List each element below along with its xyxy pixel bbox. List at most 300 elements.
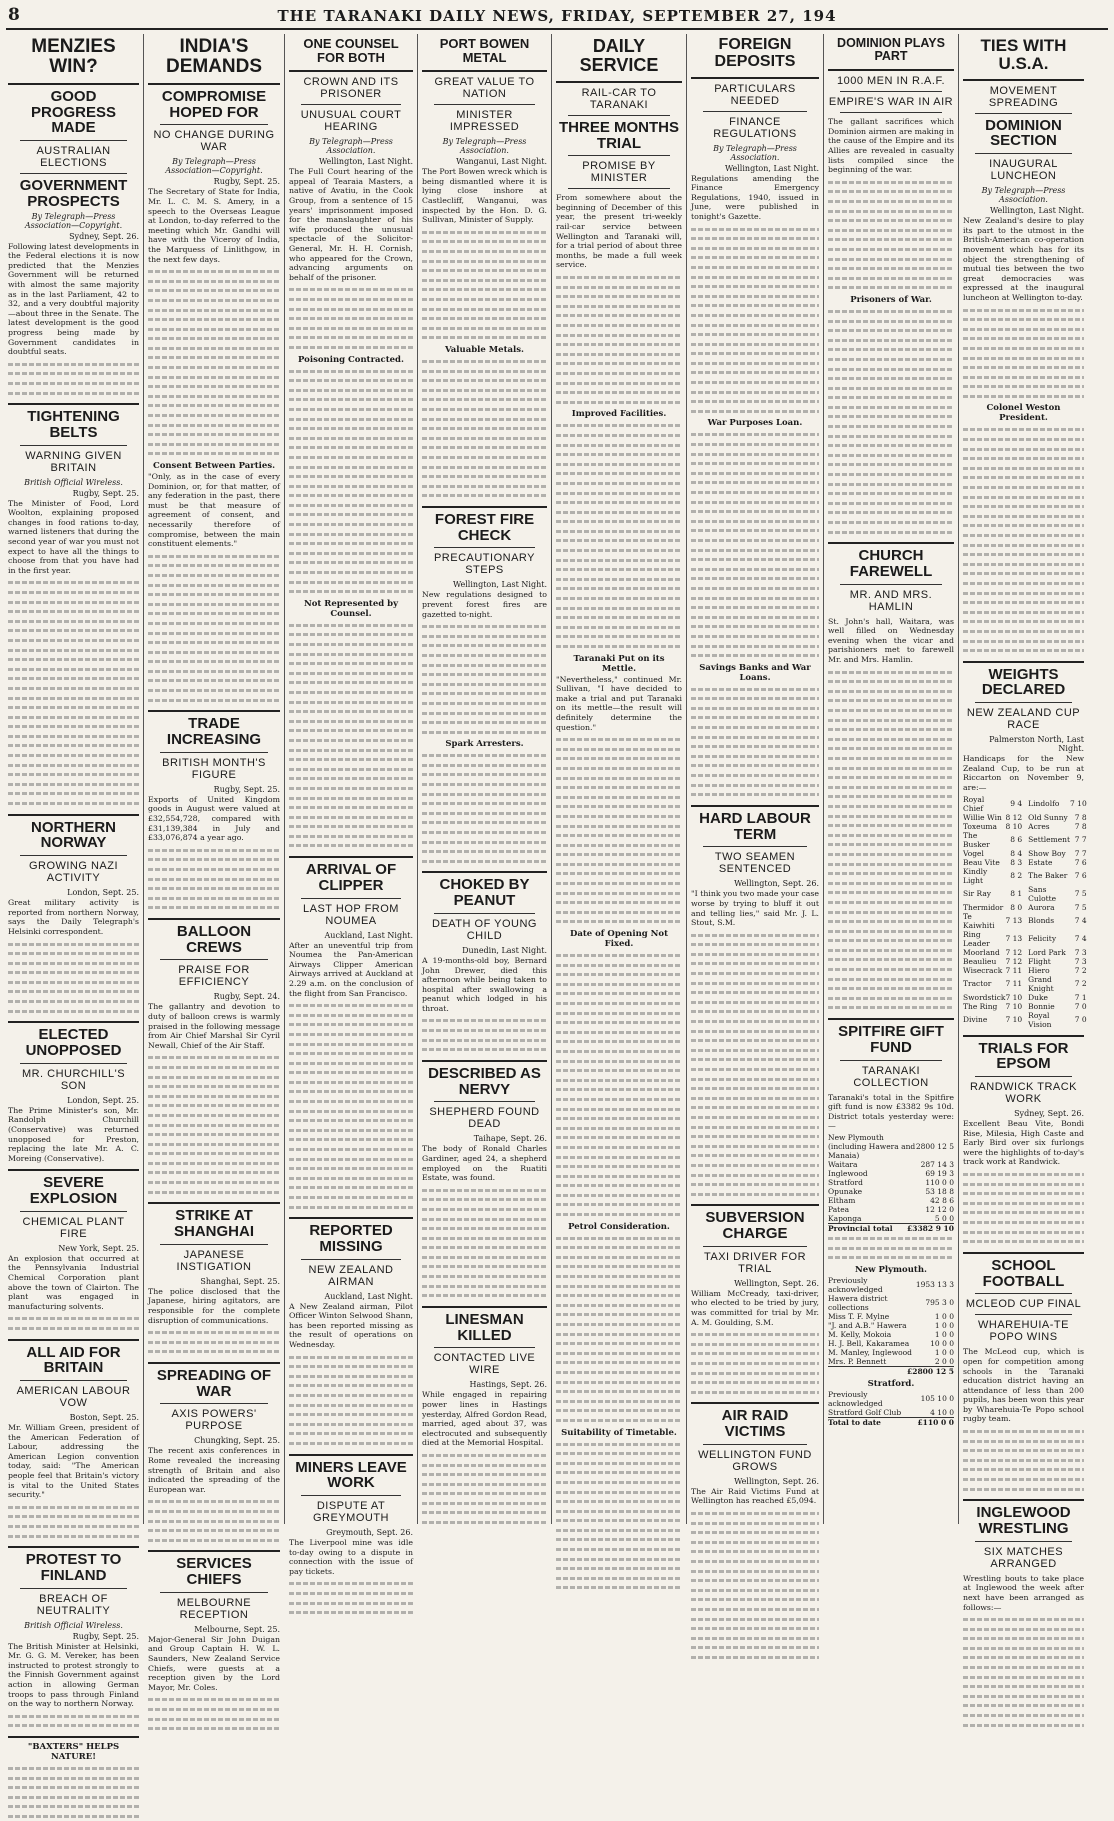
subhead-government-prospects: GOVERNMENT PROSPECTS (19, 177, 128, 210)
dateline: Wellington, Last Night. (452, 580, 547, 590)
deck-1000-men: 1000 MEN IN R.A.F. (836, 75, 946, 88)
column-5 (551, 34, 686, 1524)
horse-name: The Baker (1028, 871, 1068, 881)
horse-name: Bonnie (1028, 1001, 1055, 1011)
dateline: Sydney, Sept. 26. (1014, 1109, 1084, 1119)
horse-weight: 7 6 (1074, 857, 1087, 867)
total-label: Total to date (828, 1417, 881, 1427)
fund-name: Hawera district collections (828, 1293, 888, 1312)
dateline: Rugby, Sept. 25. (213, 784, 280, 794)
headline-trials-epsom: TRIALS FOR EPSOM (978, 1039, 1069, 1073)
fund-row (828, 1408, 954, 1417)
headline-port-bowen: PORT BOWEN METAL (439, 36, 530, 65)
headline-spreading-war: SPREADING OF WAR (156, 1366, 272, 1400)
fund-row (828, 1390, 954, 1408)
weights-row (963, 1002, 1087, 1011)
total-value: £110 0 0 (917, 1417, 954, 1427)
byline: By Telegraph—Press Association—Copyright. (24, 211, 123, 230)
article-body: St. John's hall, Waitara, was well filled on Wednesday evening when the vicar and parishioners met to farewell Mr. and Mrs. Hamlin. (828, 616, 954, 665)
weights-row (963, 795, 1087, 813)
weights-row (963, 867, 1087, 885)
newspaper-title: THE TARANAKI DAILY NEWS, FRIDAY, SEPTEMBER 27, 194 (277, 7, 837, 25)
deck-particulars: PARTICULARS NEEDED (714, 82, 796, 107)
horse-weight: 8 2 (1010, 871, 1023, 881)
article-body: Major-General Sir John Duigan and Group Captain H. W. L. Saunders, New Zealand Service Chiefs, were guests at a reception given by the Lord Mayor, Mr. Coles. (148, 1634, 280, 1692)
article-body: Regulations amending the Finance Emergency Regulations, 1940, issued in June, were published in tonight's Gazette. (691, 173, 819, 221)
fund-name: M. Manley, Inglewood (828, 1347, 912, 1357)
horse-name: Beaulieu (963, 956, 997, 966)
deck-young-child: DEATH OF YOUNG CHILD (432, 917, 537, 942)
article-body: Mr. William Green, president of the American Federation of Labour, addressing the American Legion convention today, said: "The American people feel that Britain's victory is vital to the United States security." (8, 1423, 139, 1500)
dateline: Wellington, Sept. 26. (734, 1278, 819, 1288)
deck-mcleod-cup: MCLEOD CUP FINAL (965, 1298, 1082, 1311)
article-body: Wrestling bouts to take place at Inglewood the week after next have been arranged as follows:— (963, 1573, 1084, 1612)
horse-name: Swordstick (963, 992, 1006, 1002)
fund-row (828, 1169, 954, 1178)
horse-name: Divine (963, 1015, 988, 1025)
horse-weight: 7 12 (1005, 947, 1023, 957)
headline-protest-finland: PROTEST TO FINLAND (25, 1551, 122, 1584)
headline-miners-leave: MINERS LEAVE WORK (295, 1458, 407, 1492)
deck-inaugural-luncheon: INAUGURAL LUNCHEON (989, 158, 1058, 183)
horse-name: Flight (1028, 956, 1051, 966)
horse-weight: 7 13 (1005, 934, 1023, 944)
subheading: New Plymouth. (855, 1264, 927, 1275)
byline: By Telegraph—Press Association—Copyright. (165, 157, 263, 176)
horse-name: Beau Vite (963, 857, 1000, 867)
headline-menzies: MENZIES WIN? (31, 36, 116, 77)
subhead-compromise: COMPROMISE HOPED FOR (161, 87, 267, 121)
column-4 (417, 34, 551, 1524)
subheading: War Purposes Loan. (707, 418, 803, 429)
subheading: Date of Opening Not Fixed. (569, 929, 669, 950)
stratford-total (828, 1417, 954, 1427)
horse-name: Thermidor (963, 902, 1004, 912)
subheading: Petrol Consideration. (568, 1221, 670, 1232)
dateline: Rugby, Sept. 25. (72, 1631, 139, 1641)
article-body: William McCready, taxi-driver, who elected to be tried by jury, was committed for trial by Mr. A. M. Goulding, S.M. (691, 1288, 819, 1327)
dateline: Rugby, Sept. 25. (72, 488, 139, 498)
dateline: Wellington, Last Night. (724, 163, 819, 173)
horse-weight: 7 0 (1074, 1015, 1087, 1025)
weights-row (963, 822, 1087, 831)
dateline: Melbourne, Sept. 25. (194, 1624, 280, 1634)
horse-weight: 8 6 (1010, 835, 1023, 845)
article-body: The Port Bowen wreck which is being dismantled where it is lying close inshore at Castlecliff, Wanganui, was inspected by the Hon. D. G. Sullivan, Minister of Supply. (422, 167, 547, 225)
headline-spitfire-fund: SPITFIRE GIFT FUND (838, 1023, 944, 1056)
horse-name: Aurora (1028, 902, 1055, 912)
horse-weight: 7 10 (1005, 1001, 1023, 1011)
horse-weight: 7 13 (1005, 916, 1023, 926)
deck-taxi-driver: TAXI DRIVER FOR TRIAL (703, 1250, 807, 1275)
headline-elected-unopposed: ELECTED UNOPPOSED (25, 1026, 122, 1059)
horse-name: Show Boy (1028, 848, 1066, 858)
horse-weight: 7 11 (1005, 965, 1023, 975)
horse-name: Sir Ray (963, 889, 992, 899)
headline-forest-fire: FOREST FIRE CHECK (434, 510, 535, 544)
deck-no-change: NO CHANGE DURING WAR (153, 129, 275, 154)
deck-chemical-plant: CHEMICAL PLANT FIRE (22, 1215, 125, 1240)
headline-daily-service: DAILY SERVICE (579, 36, 659, 75)
fund-row (828, 1133, 954, 1160)
article-body: Excellent Beau Vite, Bondi Rise, Milesia, High Caste and Early Bird over six furlongs were the highlights of to-day's track work at Randwick. (963, 1119, 1084, 1167)
weights-row (963, 849, 1087, 858)
deck-finance-regs: FINANCE REGULATIONS (713, 115, 797, 140)
horse-weight: 8 3 (1010, 857, 1023, 867)
horse-weight: 7 3 (1074, 947, 1087, 957)
fund-name: Stratford Golf Club (828, 1407, 902, 1417)
dateline: Auckland, Last Night. (324, 1291, 413, 1301)
fund-amount: 1 0 0 (934, 1311, 954, 1321)
horse-weight: 7 8 (1074, 812, 1087, 822)
column-1 (6, 34, 143, 1763)
headline-strike-shanghai: STRIKE AT SHANGHAI (173, 1207, 254, 1240)
horse-name: Lindolfo (1028, 799, 1060, 809)
deck-japanese-instigation: JAPANESE INSTIGATION (176, 1248, 252, 1273)
horse-weight: 8 0 (1010, 902, 1023, 912)
subheading: Not Represented by Counsel. (303, 598, 399, 619)
weights-row (963, 930, 1087, 948)
horse-weight: 7 5 (1074, 902, 1087, 912)
horse-weight: 7 6 (1074, 871, 1087, 881)
subheading: Spark Arresters. (445, 739, 524, 750)
provincial-total-row (828, 1223, 954, 1233)
weights-row (963, 1011, 1087, 1029)
total-value: £2800 12 5 (907, 1366, 954, 1376)
headline-hard-labour: HARD LABOUR TERM (699, 809, 811, 843)
headline-arrival-clipper: ARRIVAL OF CLIPPER (305, 861, 397, 894)
horse-weight: 7 5 (1074, 889, 1087, 899)
horse-weight: 7 1 (1074, 992, 1087, 1002)
fund-row (828, 1214, 954, 1223)
byline: British Official Wireless. (24, 1620, 123, 1630)
deck-fund-grows: WELLINGTON FUND GROWS (698, 1448, 812, 1473)
weights-row (963, 831, 1087, 849)
article-body: The British Minister at Helsinki, Mr. G. G. M. Vereker, has been instructed to protest strongly to the Finnish Government against action in allowing German troops to pass through Finland on the way to northern Norway. (8, 1641, 139, 1709)
dateline: Palmerston North, Last Night. (989, 735, 1084, 754)
deck-nz-airman: NEW ZEALAND AIRMAN (308, 1263, 394, 1288)
fund-amount: 4 10 0 (930, 1407, 954, 1417)
headline-services-chiefs: SERVICES CHIEFS (176, 1555, 252, 1589)
weights-row (963, 858, 1087, 867)
subheading: Suitability of Timetable. (561, 1427, 677, 1438)
article-body: Handicaps for the New Zealand Cup, to be run at Riccarton on November 9, are:— (963, 754, 1084, 792)
column-7 (823, 34, 958, 1524)
weights-row (963, 813, 1087, 822)
horse-name: Willie Win (963, 812, 1002, 822)
horse-weight: 7 8 (1074, 821, 1087, 831)
headline-air-raid: AIR RAID VICTIMS (721, 1407, 789, 1441)
column-2 (143, 34, 284, 1692)
fund-amount: 105 10 0 (920, 1394, 954, 1404)
horse-weight: 7 12 (1005, 956, 1023, 966)
horse-name: Lord Park (1028, 947, 1066, 957)
headline-linesman-killed: LINESMAN KILLED (445, 1310, 524, 1344)
page-number: 8 (8, 5, 20, 25)
headline-choked-peanut: CHOKED BY PEANUT (439, 876, 530, 910)
fund-name: Waitara (828, 1159, 858, 1169)
deck-precautionary: PRECAUTIONARY STEPS (433, 552, 536, 577)
fund-row (828, 1196, 954, 1205)
article-body: The gallantry and devotion to duty of balloon crews is warmly praised in the following message from Air Chief Marshal Sir Cyril Newall, Chief of the Air Staff. (148, 1002, 280, 1050)
deck-churchills-son: MR. CHURCHILL'S SON (21, 1067, 126, 1092)
horse-name: Estate (1028, 857, 1053, 867)
fund-amount: 42 8 6 (930, 1195, 954, 1205)
horse-name: Hiero (1028, 965, 1050, 975)
deck-warning-britain: WARNING GIVEN BRITAIN (25, 449, 122, 474)
horse-weight: 7 7 (1074, 848, 1087, 858)
advert-baxters: "BAXTERS" HELPS NATURE! (27, 1742, 120, 1763)
horse-name: Royal Chief (963, 794, 985, 813)
fund-amount: 1953 13 3 (915, 1280, 954, 1290)
stratford-table (828, 1390, 954, 1417)
article-body: The gallant sacrifices which Dominion airmen are making in the cause of the Empire and its Allies are revealed in casualty lists compiled since the beginning of the war. (828, 117, 954, 175)
headline-tightening-belts: TIGHTENING BELTS (27, 408, 120, 441)
headline-all-aid-britain: ALL AID FOR BRITAIN (26, 1343, 121, 1377)
dateline: Shanghai, Sept. 25. (200, 1276, 280, 1286)
weights-row (963, 993, 1087, 1002)
article-body: From somewhere about the beginning of December of this year, the present tri-weekly rail-car service between Wellington and Taranaki will, for a trial period of about three months, be made a full week service. (556, 193, 682, 270)
weights-row (963, 975, 1087, 993)
horse-name: Wisecrack (963, 965, 1003, 975)
headline-foreign-deposits: FOREIGN DEPOSITS (714, 36, 796, 70)
headline-nervy: DESCRIBED AS NERVY (428, 1064, 541, 1098)
deck-six-matches: SIX MATCHES ARRANGED (983, 1545, 1064, 1570)
fund-name: Opunake (828, 1186, 863, 1196)
dateline: Hastings, Sept. 26. (469, 1380, 547, 1390)
horse-weight: 7 10 (1070, 799, 1087, 809)
subheading: Valuable Metals. (444, 344, 524, 355)
headline-inglewood-wrestling: INGLEWOOD WRESTLING (976, 1504, 1071, 1537)
fund-row (828, 1294, 954, 1312)
fund-name: Miss T. F. Mylne (828, 1311, 890, 1321)
deck-movement-spreading: MOVEMENT SPREADING (988, 84, 1059, 109)
article-body: The McLeod cup, which is open for competition among schools in the Taranaki education district having an attendance of less than 200 pupils, has been won this year by Wharehuia-Te Popo school rugby team. (963, 1347, 1084, 1424)
fund-name: Previously acknowledged (828, 1389, 883, 1408)
horse-weight: 7 11 (1005, 979, 1023, 989)
dateline: New York, Sept. 25. (58, 1243, 139, 1253)
deck-nazi-activity: GROWING NAZI ACTIVITY (28, 860, 119, 885)
deck-great-value: GREAT VALUE TO NATION (434, 76, 535, 101)
subheading: Consent Between Parties. (152, 461, 276, 471)
subhead-dominion-section: DOMINION SECTION (985, 116, 1062, 150)
horse-name: Toxeuma (963, 821, 998, 831)
district-totals-table (828, 1133, 954, 1223)
horse-weight: 8 1 (1010, 889, 1023, 899)
deck-shepherd-dead: SHEPHERD FOUND DEAD (429, 1106, 540, 1131)
horse-weight: 7 10 (1005, 992, 1023, 1002)
fund-name: Inglewood (828, 1168, 868, 1178)
horse-name: Vogel (963, 848, 984, 858)
headline-reported-missing: REPORTED MISSING (309, 1222, 393, 1255)
deck-american-labour: AMERICAN LABOUR VOW (16, 1385, 131, 1410)
weights-row (963, 912, 1087, 930)
article-body: The Full Court hearing of the appeal of Tearaia Masters, a native of Avatiu, in the Cook Group, from a sentence of 15 years' imprisonment imposed for the manslaughter of his wife produced the unusual spectacle of the Solicitor-General, Mr. H. H. Cornish, who appeared for the Crown, advancing arguments on behalf of the prisoner. (289, 167, 413, 282)
deck-two-seamen: TWO SEAMEN SENTENCED (714, 851, 796, 876)
dateline: Wellington, Sept. 26. (734, 879, 819, 889)
deck-taranaki-collection: TARANAKI COLLECTION (853, 1064, 929, 1089)
deck-breach-neutrality: BREACH OF NEUTRALITY (36, 1592, 111, 1617)
byline: By Telegraph—Press Association. (981, 186, 1066, 205)
horse-name: Acres (1028, 821, 1050, 831)
headline-balloon-crews: BALLOON CREWS (176, 922, 252, 956)
subheading: Stratford. (867, 1378, 915, 1389)
subheading: Prisoners of War. (850, 294, 932, 305)
article-body: The Secretary of State for India, Mr. L. C. M. S. Amery, in a speech to the Overseas League at London, to-day referred to the meeting which Mr. Gandhi will have with the Viceroy of India, the Marquess of Linlithgow, in the next few days. (148, 187, 280, 264)
horse-weight: 7 7 (1074, 835, 1087, 845)
byline: British Official Wireless. (24, 477, 123, 487)
dateline: London, Sept. 25. (67, 1095, 139, 1105)
fund-row (828, 1357, 954, 1366)
article-body: Great military activity is reported from northern Norway, says the Daily Telegraph's Helsinki correspondent. (8, 898, 139, 936)
subheading: Colonel Weston President. (986, 403, 1061, 424)
horse-name: Duke (1028, 992, 1048, 1002)
subheading: Taranaki Put on its Mettle. (573, 653, 665, 674)
total-label: Provincial total (828, 1223, 893, 1233)
fund-amount: 69 19 3 (925, 1168, 954, 1178)
horse-weight: 7 2 (1074, 979, 1087, 989)
deck-nz-cup: NEW ZEALAND CUP RACE (966, 707, 1081, 732)
fund-row (828, 1178, 954, 1187)
article-body: An explosion that occurred at the Pennsylvania Industrial Chemical Corporation plant above the town of Clairton. The plant was engaged in manufacturing solvents. (8, 1253, 139, 1311)
new-plymouth-total (828, 1366, 954, 1376)
horse-weight: 8 10 (1005, 821, 1023, 831)
fund-name: M. Kelly, Mokoia (828, 1329, 892, 1339)
headline-subversion: SUBVERSION CHARGE (705, 1209, 805, 1243)
headline-india-demands: INDIA'S DEMANDS (165, 36, 263, 77)
byline: By Telegraph—Press Association. (442, 137, 527, 156)
fund-row (828, 1276, 954, 1294)
fund-row (828, 1187, 954, 1196)
dateline: Wellington, Sept. 26. (734, 1476, 819, 1486)
headline-one-counsel: ONE COUNSEL FOR BOTH (303, 36, 399, 65)
deck-greymouth: DISPUTE AT GREYMOUTH (313, 1500, 389, 1525)
fund-amount: 287 14 3 (920, 1159, 954, 1169)
fund-amount: 110 0 0 (925, 1177, 954, 1187)
column-6 (686, 34, 823, 1524)
fund-row (828, 1339, 954, 1348)
fund-name: H. J. Bell, Kakaramea (828, 1338, 910, 1348)
article-body: The Minister of Food, Lord Woolton, explaining proposed changes in food rations to-day, warned listeners that during the second year of war you must not expect to have all the things to choose from that you have had in the first year. (8, 498, 139, 575)
deck-randwick: RANDWICK TRACK WORK (969, 1081, 1078, 1106)
horse-weight: 7 2 (1074, 965, 1087, 975)
horse-name: Sans Culotte (1028, 884, 1057, 903)
horse-name: The Busker (963, 830, 990, 849)
fund-name: Stratford (828, 1177, 863, 1187)
horse-weight: 7 3 (1074, 956, 1087, 966)
fund-row (828, 1330, 954, 1339)
deck-railcar: RAIL-CAR TO TARANAKI (581, 86, 657, 111)
article-body: The body of Ronald Charles Gardiner, aged 24, a shepherd employed on the Ruatiti Estate, was found. (422, 1144, 547, 1183)
horse-weight: 8 12 (1005, 812, 1023, 822)
horse-name: Settlement (1028, 835, 1071, 845)
new-plymouth-table (828, 1276, 954, 1366)
article-body: The Prime Minister's son, Mr. Randolph Churchill (Conservative) was returned unopposed for Preston, replacing the late Mr. A. C. Moreing (Conservative). (8, 1105, 139, 1163)
article-body: A 19-months-old boy, Bernard John Drewer, died this afternoon while being taken to hospital after swallowing a peanut which lodged in his throat. (422, 955, 547, 1013)
dateline: Taihape, Sept. 26. (473, 1134, 547, 1144)
horse-weight: 8 4 (1010, 848, 1023, 858)
fund-amount: 795 3 0 (925, 1298, 954, 1308)
weights-row (963, 948, 1087, 957)
column-8 (958, 34, 1088, 1612)
fund-amount: 53 18 8 (925, 1186, 954, 1196)
deck-british-month: BRITISH MONTH'S FIGURE (162, 756, 266, 781)
deck-minister-impressed: MINISTER IMPRESSED (449, 109, 520, 134)
fund-amount: 2800 12 5 (915, 1141, 954, 1151)
byline: By Telegraph—Press Association. (309, 137, 393, 156)
horse-name: Felicity (1028, 934, 1057, 944)
horse-name: Te Kaiwhiti (963, 911, 995, 930)
dateline: Sydney, Sept. 26. (69, 231, 139, 241)
weights-row (963, 966, 1087, 975)
fund-row (828, 1205, 954, 1214)
weights-row (963, 903, 1087, 912)
fund-amount: 12 12 0 (925, 1204, 954, 1214)
deck-unusual-court: UNUSUAL COURT HEARING (300, 109, 402, 134)
horse-weight: 7 10 (1005, 1015, 1023, 1025)
fund-amount: 10 0 0 (930, 1338, 954, 1348)
horse-name: Ring Leader (963, 929, 990, 948)
horse-name: Grand Knight (1028, 974, 1054, 993)
article-body: New Zealand's desire to play its part to the utmost in the British-American co-operation movement which has for its object the strengthening of mutual ties between the two great democracies was expressed at the inaugural luncheon at Wellington to-day. (963, 216, 1084, 302)
article-body: Following latest developments in the Federal elections it is now predicted that the Menzies Government will be returned with almost the same majority as in the last Parliament, 42 to 32, and a very doubtful majority—about three in the Senate. The latest development is the good progress being made by Government candidates in doubtful seats. (8, 241, 139, 357)
fund-name: "J. and A.B." Hawera (828, 1320, 907, 1330)
deck-crown-prisoner: CROWN AND ITS PRISONER (303, 76, 399, 101)
horse-weight: 7 4 (1074, 934, 1087, 944)
horse-name: Tractor (963, 979, 992, 989)
fund-name: New Plymouth (including Hawera and Manaia) (828, 1132, 916, 1160)
weights-row (963, 885, 1087, 903)
deck-hamlin: MR. AND MRS. HAMLIN (849, 588, 933, 613)
dateline: Rugby, Sept. 24. (213, 992, 280, 1002)
subheading: Poisoning Contracted. (298, 354, 404, 365)
column-3 (284, 34, 417, 1576)
article-body: The recent axis conferences in Rome revealed the increasing strength of Britain and also indicated the spreading of the European war. (148, 1446, 280, 1494)
dateline: Rugby, Sept. 25. (213, 177, 280, 187)
fund-name: Mrs. P. Bennett (828, 1356, 887, 1366)
masthead (6, 4, 1108, 30)
subhead-good-progress: GOOD PROGRESS MADE (30, 87, 117, 137)
headline-trade-increasing: TRADE INCREASING (166, 715, 262, 748)
deck-empire-war: EMPIRE'S WAR IN AIR (828, 96, 954, 109)
article-body: "I think you two made your case worse by trying to bluff it out and telling lies," said Mr. J. L. Stout, S.M. (691, 889, 819, 928)
dateline: Boston, Sept. 25. (69, 1413, 139, 1423)
fund-name: Patea (828, 1204, 850, 1214)
headline-dominion-plays: DOMINION PLAYS PART (837, 36, 945, 64)
article-body: The police disclosed that the Japanese, hiring agitators, are responsible for the complete disruption of communications. (148, 1286, 280, 1325)
fund-amount: 1 0 0 (934, 1320, 954, 1330)
fund-name: Kaponga (828, 1213, 862, 1223)
horse-weight: 9 4 (1010, 799, 1023, 809)
article-body: A New Zealand airman, Pilot Officer Winton Selwood Shann, has been reported missing as the result of operations on Wednesday. (289, 1301, 413, 1350)
horse-name: Old Sunny (1028, 812, 1068, 822)
article-body: "Nevertheless," continued Mr. Sullivan, "I have decided to make a trial and put Taranaki on its mettle—the result will definitely determine the question." (556, 674, 682, 732)
article-body: New regulations designed to prevent forest fires are gazetted to-night. (422, 590, 547, 619)
fund-amount: 2 0 0 (934, 1356, 954, 1366)
fund-amount: 1 0 0 (934, 1347, 954, 1357)
fund-name: Eltham (828, 1195, 856, 1205)
headline-northern-norway: NORTHERN NORWAY (31, 818, 116, 852)
fund-row (828, 1348, 954, 1357)
dateline: Dunedin, Last Night. (462, 945, 547, 955)
horse-name: The Ring (963, 1001, 998, 1011)
deck-axis-purpose: AXIS POWERS' PURPOSE (171, 1408, 257, 1433)
dateline: Chungking, Sept. 25. (194, 1436, 280, 1446)
subhead-three-months: THREE MONTHS TRIAL (559, 118, 679, 152)
fund-name: Previously acknowledged (828, 1275, 883, 1294)
horse-name: Moorland (963, 947, 1000, 957)
weights-table (963, 795, 1087, 1029)
